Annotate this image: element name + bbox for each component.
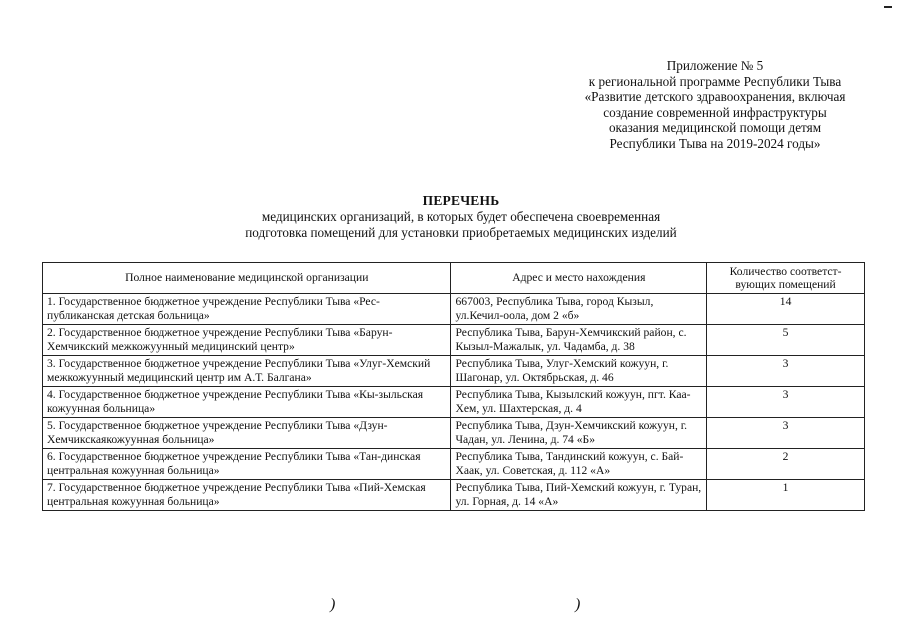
- header-count: Количество соответст-вующих помещений: [707, 263, 865, 294]
- document-title: [160, 193, 762, 241]
- appendix-line: Республики Тыва на 2019-2024 годы»: [609, 135, 821, 151]
- org-name-cell: 5. Государственное бюджетное учреждение Республики Тыва «Дзун-Хемчикскаякожуунная больница»: [43, 418, 451, 449]
- appendix-note: [560, 58, 870, 151]
- org-name-cell: 6. Государственное бюджетное учреждение Республики Тыва «Тан-динская центральная кожуунная больница»: [43, 449, 451, 480]
- count-cell: 1: [707, 480, 865, 511]
- table-header-row: [43, 263, 865, 294]
- count-cell: 5: [707, 325, 865, 356]
- header-address: Адрес и место нахождения: [451, 263, 707, 294]
- footer-mark: ): [575, 596, 581, 613]
- address-cell: Республика Тыва, Тандинский кожуун, с. Бай-Хаак, ул. Советская, д. 112 «А»: [451, 449, 707, 480]
- count-cell: 3: [707, 418, 865, 449]
- appendix-line: «Развитие детского здравоохранения, включая: [584, 89, 846, 104]
- title-subtitle-line: медицинских организаций, в которых будет обеспечена своевременная: [261, 209, 661, 224]
- address-cell: Республика Тыва, Дзун-Хемчикский кожуун, г. Чадан, ул. Ленина, д. 74 «Б»: [451, 418, 707, 449]
- count-cell: 3: [707, 356, 865, 387]
- count-cell: 14: [707, 294, 865, 325]
- table-row: [43, 387, 865, 418]
- title-heading: ПЕРЕЧЕНЬ: [422, 193, 500, 208]
- scan-corner-mark: [884, 6, 892, 8]
- address-cell: Республика Тыва, Барун-Хемчикский район, с. Кызыл-Мажалык, ул. Чадамба, д. 38: [451, 325, 707, 356]
- table-row: [43, 449, 865, 480]
- organizations-table: [42, 262, 865, 511]
- address-cell: Республика Тыва, Улуг-Хемский кожуун, г. Шагонар, ул. Октябрьская, д. 46: [451, 356, 707, 387]
- table-row: [43, 325, 865, 356]
- org-name-cell: 3. Государственное бюджетное учреждение Республики Тыва «Улуг-Хемский межкожуунный медицинский центр им А.Т. Балгана»: [43, 356, 451, 387]
- appendix-line: Приложение № 5: [666, 58, 764, 73]
- appendix-line: оказания медицинской помощи детям: [608, 120, 822, 135]
- table-row: [43, 418, 865, 449]
- org-name-cell: 1. Государственное бюджетное учреждение Республики Тыва «Рес-публиканская детская больница»: [43, 294, 451, 325]
- org-name-cell: 7. Государственное бюджетное учреждение Республики Тыва «Пий-Хемская центральная кожуунная больница»: [43, 480, 451, 511]
- title-subtitle-line: подготовка помещений для установки приобретаемых медицинских изделий: [245, 225, 677, 240]
- table-row: [43, 480, 865, 511]
- count-cell: 3: [707, 387, 865, 418]
- count-cell: 2: [707, 449, 865, 480]
- address-cell: Республика Тыва, Пий-Хемский кожуун, г. Туран, ул. Горная, д. 14 «А»: [451, 480, 707, 511]
- header-name: Полное наименование медицинской организации: [43, 263, 451, 294]
- org-name-cell: 2. Государственное бюджетное учреждение Республики Тыва «Барун-Хемчикский межкожуунный медицинский центр»: [43, 325, 451, 356]
- address-cell: Республика Тыва, Кызылский кожуун, пгт. Каа-Хем, ул. Шахтерская, д. 4: [451, 387, 707, 418]
- org-name-cell: 4. Государственное бюджетное учреждение Республики Тыва «Кы-зыльская кожуунная больница»: [43, 387, 451, 418]
- appendix-line: создание современной инфраструктуры: [603, 104, 827, 120]
- appendix-line: к региональной программе Республики Тыва: [588, 73, 842, 89]
- address-cell: 667003, Республика Тыва, город Кызыл, ул.Кечил-оола, дом 2 «б»: [451, 294, 707, 325]
- footer-mark: ): [330, 596, 336, 613]
- table-row: [43, 356, 865, 387]
- table-row: [43, 294, 865, 325]
